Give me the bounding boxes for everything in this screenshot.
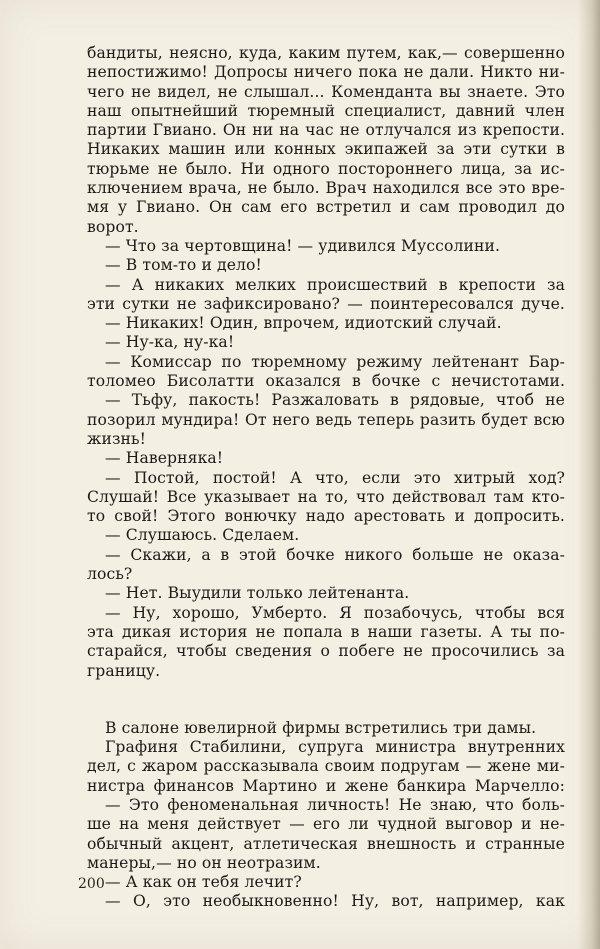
text-line: — Тьфу, пакость! Разжаловать в рядовые, чтоб не bbox=[105, 391, 565, 410]
text-line: — В том-то и дело! bbox=[105, 256, 262, 275]
text-line: — А как он тебя лечит? bbox=[105, 873, 302, 892]
page-number: 200 bbox=[78, 876, 105, 892]
text-line: ше на меня действует — его ли чудной выговор и не- bbox=[87, 815, 565, 834]
text-line: Слушай! Все указывает на то, что действовал там кто- bbox=[87, 487, 565, 506]
text-line: — Слушаюсь. Сделаем. bbox=[105, 526, 300, 545]
text-line: ключением врача, не было. Врач находился все это вре- bbox=[87, 179, 565, 198]
text-line: позорил мундира! От него ведь теперь разить будет всю bbox=[87, 410, 565, 429]
text-line: — Что за чертовщина! — удивился Муссолини. bbox=[105, 236, 501, 255]
body-text bbox=[87, 44, 565, 912]
text-line: — Никаких! Один, впрочем, идиотский случай. bbox=[105, 314, 502, 333]
text-line: обычный акцент, атлетическая внешность и странные bbox=[87, 834, 565, 853]
text-line: манеры,— но он неотразим. bbox=[87, 853, 321, 872]
text-line: — Ну, хорошо, Умберто. Я позабочусь, чтобы вся bbox=[105, 603, 565, 622]
text-line: дел, с жаром рассказывала своим подругам — жене ми- bbox=[87, 757, 565, 776]
text-line: толомео Бисолатти оказался в бочке с нечистотами. bbox=[87, 372, 565, 391]
text-line: бандиты, неясно, куда, каким путем, как,— совершенно bbox=[87, 44, 565, 62]
text-line: — Скажи, а в этой бочке никого больше не оказа- bbox=[105, 545, 565, 564]
text-line: наш опытнейший тюремный специалист, давний член bbox=[87, 101, 565, 120]
text-line: ворот. bbox=[87, 217, 139, 236]
dialogue-section bbox=[87, 237, 565, 681]
text-line: чего не видел, не слышал... Коменданта вы знаете. Это bbox=[87, 82, 565, 101]
text-line: — Постой, постой! А что, если это хитрый ход? bbox=[105, 468, 565, 487]
page-binding-shadow bbox=[578, 0, 600, 949]
text-line: — О, это необыкновенно! Ну, вот, например, как bbox=[105, 892, 565, 911]
text-line: старайся, чтобы сведения о побеге не просочились за bbox=[87, 642, 565, 661]
text-line: — Нет. Выудили только лейтенанта. bbox=[105, 584, 410, 603]
text-line: тюрьме не было. Ни одного постороннего лица, за ис- bbox=[87, 159, 565, 178]
text-line: — Комиссар по тюремному режиму лейтенант Бар- bbox=[105, 352, 565, 371]
text-line: то свой! Этого вонючку надо арестовать и допросить. bbox=[87, 507, 565, 526]
text-line: В салоне ювелирной фирмы встретились три дамы. bbox=[105, 718, 537, 737]
text-line: эти сутки не зафиксировано? — поинтересовался дуче. bbox=[87, 294, 565, 313]
text-line: непостижимо! Допросы ничего пока не дали. Никто ни- bbox=[87, 63, 565, 82]
text-line: Графиня Стабилини, супруга министра внутренних bbox=[105, 738, 565, 757]
text-line: эта дикая история не попала в наши газеты. А ты по- bbox=[87, 622, 565, 641]
text-line: мя у Гвиано. Он сам его встретил и сам проводил до bbox=[87, 198, 565, 217]
text-line: жизнь! bbox=[87, 429, 146, 448]
text-line: нистра финансов Мартино и жене банкира Марчелло: bbox=[87, 776, 565, 795]
text-line: партии Гвиано. Он ни на час не отлучался из крепости. bbox=[87, 121, 565, 140]
jewelry-salon-section bbox=[87, 719, 565, 912]
text-line: лось? bbox=[87, 565, 133, 584]
text-line: Никаких машин или конных экипажей за эти сутки в bbox=[87, 140, 565, 159]
text-line: — Ну-ка, ну-ка! bbox=[105, 333, 235, 352]
text-line: — Наверняка! bbox=[105, 449, 224, 468]
text-line: — Это феноменальная личность! Не знаю, что боль- bbox=[105, 795, 565, 814]
text-line: — А никаких мелких происшествий в крепости за bbox=[105, 275, 565, 294]
section-break bbox=[87, 681, 565, 719]
paragraph-1 bbox=[87, 44, 565, 237]
text-line: границу. bbox=[87, 661, 161, 680]
